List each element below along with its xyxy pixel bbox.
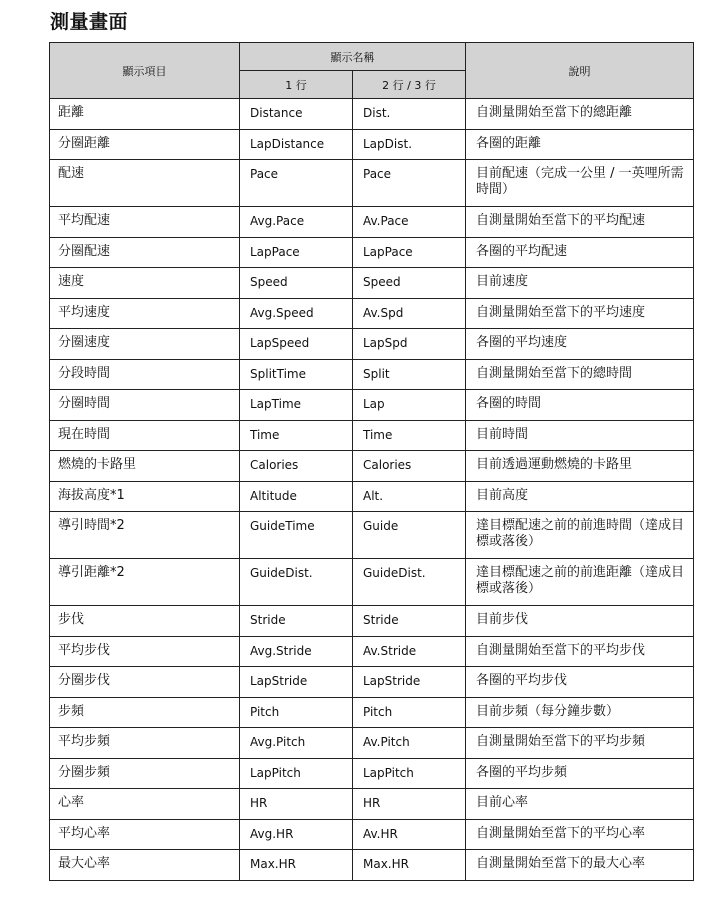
table-row xyxy=(50,819,694,850)
table-row xyxy=(50,237,694,268)
row-item-cell: 導引距離*2 xyxy=(50,559,240,606)
table-body xyxy=(50,99,694,881)
table-row xyxy=(50,390,694,421)
row-description-cell: 目前心率 xyxy=(466,789,694,820)
row-line1-cell: LapPace xyxy=(240,237,353,268)
table-row xyxy=(50,329,694,360)
row-item-cell: 分圈速度 xyxy=(50,329,240,360)
row-line1-cell: LapStride xyxy=(240,667,353,698)
row-description-cell: 各圈的時間 xyxy=(466,390,694,421)
row-item-cell: 平均配速 xyxy=(50,207,240,238)
row-line1-cell: Stride xyxy=(240,606,353,637)
row-description-cell: 各圈的平均步伐 xyxy=(466,667,694,698)
row-item-cell: 導引時間*2 xyxy=(50,512,240,559)
row-item-cell: 步伐 xyxy=(50,606,240,637)
row-description-cell: 自測量開始至當下的最大心率 xyxy=(466,850,694,881)
row-description-cell: 各圈的平均配速 xyxy=(466,237,694,268)
row-line1-cell: Altitude xyxy=(240,481,353,512)
row-line1-cell: Time xyxy=(240,420,353,451)
row-line23-cell: Dist. xyxy=(353,99,466,130)
row-line1-cell: LapDistance xyxy=(240,129,353,160)
row-line23-cell: LapDist. xyxy=(353,129,466,160)
table-row xyxy=(50,268,694,299)
row-line1-cell: GuideDist. xyxy=(240,559,353,606)
row-item-cell: 最大心率 xyxy=(50,850,240,881)
row-description-cell: 自測量開始至當下的平均速度 xyxy=(466,298,694,329)
row-description-cell: 自測量開始至當下的平均配速 xyxy=(466,207,694,238)
row-line1-cell: Avg.HR xyxy=(240,819,353,850)
row-description-cell: 目前透過運動燃燒的卡路里 xyxy=(466,451,694,482)
row-line23-cell: Alt. xyxy=(353,481,466,512)
row-line23-cell: Av.HR xyxy=(353,819,466,850)
table-row xyxy=(50,99,694,130)
row-line23-cell: Lap xyxy=(353,390,466,421)
table-row xyxy=(50,850,694,881)
row-description-cell: 自測量開始至當下的平均步伐 xyxy=(466,636,694,667)
table-row xyxy=(50,789,694,820)
table-row xyxy=(50,207,694,238)
row-line1-cell: GuideTime xyxy=(240,512,353,559)
row-item-cell: 分段時間 xyxy=(50,359,240,390)
row-line1-cell: Pitch xyxy=(240,697,353,728)
table-row xyxy=(50,512,694,559)
row-item-cell: 距離 xyxy=(50,99,240,130)
row-line23-cell: Split xyxy=(353,359,466,390)
table-row xyxy=(50,420,694,451)
row-description-cell: 目前高度 xyxy=(466,481,694,512)
header-item: 顯示項目 xyxy=(50,43,240,99)
row-item-cell: 海拔高度*1 xyxy=(50,481,240,512)
measurement-table xyxy=(49,42,694,881)
row-line1-cell: Pace xyxy=(240,160,353,207)
header-line1: 1 行 xyxy=(240,71,353,99)
row-line23-cell: LapPace xyxy=(353,237,466,268)
row-line23-cell: Pace xyxy=(353,160,466,207)
row-item-cell: 心率 xyxy=(50,789,240,820)
row-line23-cell: Av.Stride xyxy=(353,636,466,667)
row-line23-cell: Speed xyxy=(353,268,466,299)
row-description-cell: 達目標配速之前的前進時間（達成目標或落後） xyxy=(466,512,694,559)
row-item-cell: 分圈配速 xyxy=(50,237,240,268)
row-description-cell: 各圈的平均速度 xyxy=(466,329,694,360)
row-line1-cell: Calories xyxy=(240,451,353,482)
row-description-cell: 目前配速（完成一公里 / 一英哩所需時間） xyxy=(466,160,694,207)
row-description-cell: 各圈的距離 xyxy=(466,129,694,160)
row-line1-cell: Speed xyxy=(240,268,353,299)
row-line23-cell: Av.Pitch xyxy=(353,728,466,759)
row-line23-cell: Stride xyxy=(353,606,466,637)
row-line23-cell: Av.Spd xyxy=(353,298,466,329)
header-display-name: 顯示名稱 xyxy=(240,43,466,71)
row-item-cell: 配速 xyxy=(50,160,240,207)
row-item-cell: 分圈步伐 xyxy=(50,667,240,698)
table-row xyxy=(50,559,694,606)
table-row xyxy=(50,758,694,789)
row-item-cell: 平均心率 xyxy=(50,819,240,850)
row-line1-cell: SplitTime xyxy=(240,359,353,390)
row-item-cell: 燃燒的卡路里 xyxy=(50,451,240,482)
table-row xyxy=(50,160,694,207)
row-line1-cell: Avg.Pace xyxy=(240,207,353,238)
header-description: 說明 xyxy=(466,43,694,99)
row-line1-cell: HR xyxy=(240,789,353,820)
row-line23-cell: LapStride xyxy=(353,667,466,698)
row-line23-cell: Calories xyxy=(353,451,466,482)
row-description-cell: 達目標配速之前的前進距離（達成目標或落後） xyxy=(466,559,694,606)
table-row xyxy=(50,667,694,698)
row-item-cell: 平均步伐 xyxy=(50,636,240,667)
row-line1-cell: LapTime xyxy=(240,390,353,421)
table-row xyxy=(50,636,694,667)
row-description-cell: 目前時間 xyxy=(466,420,694,451)
table-row xyxy=(50,451,694,482)
row-item-cell: 分圈時間 xyxy=(50,390,240,421)
row-line1-cell: LapSpeed xyxy=(240,329,353,360)
row-description-cell: 自測量開始至當下的總距離 xyxy=(466,99,694,130)
row-description-cell: 各圈的平均步頻 xyxy=(466,758,694,789)
page-title: 測量畫面 xyxy=(50,11,129,33)
row-line23-cell: Time xyxy=(353,420,466,451)
row-item-cell: 速度 xyxy=(50,268,240,299)
table-row xyxy=(50,481,694,512)
table-row xyxy=(50,359,694,390)
row-line23-cell: GuideDist. xyxy=(353,559,466,606)
row-line1-cell: Distance xyxy=(240,99,353,130)
row-description-cell: 自測量開始至當下的平均心率 xyxy=(466,819,694,850)
row-item-cell: 步頻 xyxy=(50,697,240,728)
row-item-cell: 平均步頻 xyxy=(50,728,240,759)
row-item-cell: 現在時間 xyxy=(50,420,240,451)
row-description-cell: 目前速度 xyxy=(466,268,694,299)
row-line23-cell: Max.HR xyxy=(353,850,466,881)
table-row xyxy=(50,728,694,759)
row-description-cell: 目前步伐 xyxy=(466,606,694,637)
table-row xyxy=(50,606,694,637)
row-line23-cell: Av.Pace xyxy=(353,207,466,238)
row-line23-cell: LapSpd xyxy=(353,329,466,360)
table-row xyxy=(50,298,694,329)
header-line23: 2 行 / 3 行 xyxy=(353,71,466,99)
table-row xyxy=(50,697,694,728)
row-line1-cell: Avg.Stride xyxy=(240,636,353,667)
row-item-cell: 分圈步頻 xyxy=(50,758,240,789)
row-item-cell: 分圈距離 xyxy=(50,129,240,160)
row-line1-cell: Max.HR xyxy=(240,850,353,881)
row-line1-cell: LapPitch xyxy=(240,758,353,789)
row-line23-cell: Guide xyxy=(353,512,466,559)
table-row xyxy=(50,129,694,160)
row-line1-cell: Avg.Pitch xyxy=(240,728,353,759)
row-item-cell: 平均速度 xyxy=(50,298,240,329)
row-description-cell: 自測量開始至當下的平均步頻 xyxy=(466,728,694,759)
row-line23-cell: HR xyxy=(353,789,466,820)
row-description-cell: 目前步頻（每分鐘步數） xyxy=(466,697,694,728)
row-line23-cell: LapPitch xyxy=(353,758,466,789)
row-description-cell: 自測量開始至當下的總時間 xyxy=(466,359,694,390)
row-line1-cell: Avg.Speed xyxy=(240,298,353,329)
row-line23-cell: Pitch xyxy=(353,697,466,728)
